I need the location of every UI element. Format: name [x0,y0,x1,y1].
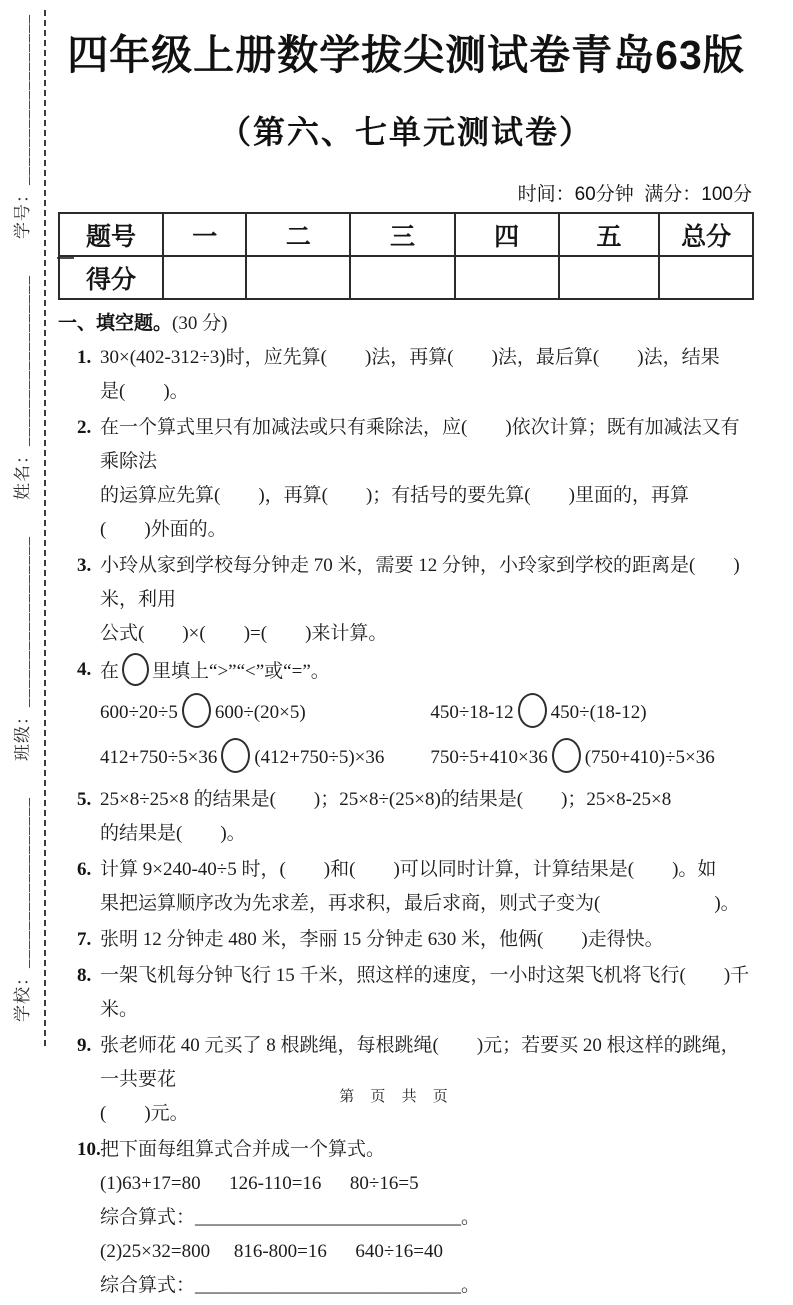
student-info-fields: 学校：__________________ 班级：__________________ 姓名：__________________ 学号：__________________ [13,14,32,1022]
exam-subtitle: （第六、七单元测试卷） [218,114,593,150]
equation-group: (2)25×32=800 816-800=16 640÷16=40 [100,1241,444,1262]
fill-in-blank-questions [58,341,754,1303]
page-footer: 第 页 共 页 [339,1088,454,1105]
answer-blank-line: 综合算式：____________________________。 [100,1207,481,1228]
score-table [58,212,754,300]
score-header-cell: 三 [350,213,454,256]
question-10 [58,1133,754,1303]
score-header-cell: 一 [163,213,246,256]
section-points: (30 分) [172,313,228,334]
question-number: 6. [77,859,92,880]
exam-title: 四年级上册数学拔尖测试卷青岛63版 [67,32,745,78]
fold-dashed-line [44,10,46,1046]
time-score-info: 时间：60分钟 满分：100分 [517,184,752,205]
question-number: 3. [77,555,92,576]
question-text-before-circle: 在 [100,661,120,682]
question-number: 1. [77,347,92,368]
score-cell-empty [163,256,246,299]
score-cell-empty [455,256,559,299]
question-number: 2. [77,417,92,438]
left-expression: 600÷20÷5 [100,702,178,723]
score-header-cell: 总分 [659,213,753,256]
left-expression: 750÷5+410×36 [430,747,548,768]
comparison-pair [430,693,714,732]
question-line: 是( )。 [100,381,189,402]
main-content [58,0,754,1305]
score-header-cell: 四 [455,213,559,256]
question-line: 的运算应先算( )，再算( )；有括号的要先算( )里面的，再算 [100,485,689,506]
question-8 [58,959,754,1027]
question-number: 5. [77,789,92,810]
question-line: 一架飞机每分钟飞行 15 千米，照这样的速度，一小时这架飞机将飞行( )千米。 [100,965,750,1020]
section-label: 一、填空题。 [58,313,173,334]
question-line [100,653,754,689]
question-9 [58,1029,754,1131]
left-expression: 412+750÷5×36 [100,747,218,768]
compare-circle-icon [122,653,149,686]
score-header-cell: 题号 [59,213,163,256]
right-expression: (412+750÷5)×36 [254,747,385,768]
score-cell-empty [659,256,753,299]
score-row-label: 得分 [59,256,163,299]
question-line: 公式( )×( )=( )来计算。 [100,623,388,644]
question-line: 计算 9×240-40÷5 时，( )和( )可以同时计算，计算结果是( )。如 [100,859,717,880]
question-1 [58,341,754,409]
question-6 [58,853,754,921]
question-line: 张老师花 40 元买了 8 根跳绳，每根跳绳( )元；若要买 20 根这样的跳绳，一共要花 [100,1035,740,1090]
question-3 [58,549,754,651]
left-expression: 450÷18-12 [430,702,514,723]
score-cell-empty [350,256,454,299]
question-line: 30×(402-312÷3)时，应先算( )法，再算( )法，最后算( )法，结果 [100,347,720,368]
score-cell-empty [559,256,660,299]
score-header-cell: 二 [246,213,350,256]
question-number: 8. [77,965,92,986]
answer-blank-line: 综合算式：____________________________。 [100,1275,481,1296]
question-line: 果把运算顺序改为先求差，再求积，最后求商，则式子变为( )。 [100,893,740,914]
right-expression: (750+410)÷5×36 [584,747,715,768]
right-expression: 450÷(18-12) [550,702,647,723]
question-number: 4. [77,659,92,680]
question-line: ( )外面的。 [100,519,227,540]
score-cell-empty [246,256,350,299]
question-7 [58,923,754,957]
question-line: 在一个算式里只有加减法或只有乘除法，应( )依次计算；既有加减法又有乘除法 [100,417,740,472]
equation-group: (1)63+17=80 126-110=16 80÷16=5 [100,1173,419,1194]
question-text-after-circle: 里填上“>”“<”或“=”。 [152,661,330,682]
question-line: 把下面每组算式合并成一个算式。 [100,1139,386,1160]
question-number: 9. [77,1035,92,1056]
question-4 [58,653,754,777]
question-line: 的结果是( )。 [100,823,246,844]
compare-circle-icon [518,693,547,728]
compare-circle-icon [182,693,211,728]
question-line: 张明 12 分钟走 480 米，李丽 15 分钟走 630 米，他俩( )走得快。 [100,929,664,950]
question-line: ( )元。 [100,1103,189,1124]
comparison-pair [100,738,384,777]
compare-circle-icon [552,738,581,773]
question-5 [58,783,754,851]
question-number: 7. [77,929,92,950]
compare-circle-icon [221,738,250,773]
comparison-grid [100,693,754,777]
question-2 [58,411,754,547]
score-table-score-row [59,256,753,299]
question-number: 10. [77,1139,101,1160]
right-expression: 600÷(20×5) [214,702,306,723]
section-heading [58,308,754,335]
comparison-pair [430,738,714,777]
question-line: 小玲从家到学校每分钟走 70 米，需要 12 分钟，小玲家到学校的距离是( )米，利用 [100,555,740,610]
question-line: 25×8÷25×8 的结果是( )；25×8÷(25×8)的结果是( )；25×8-25×8 [100,789,672,810]
score-header-cell: 五 [559,213,660,256]
score-table-header-row [59,213,753,256]
comparison-pair [100,693,384,732]
